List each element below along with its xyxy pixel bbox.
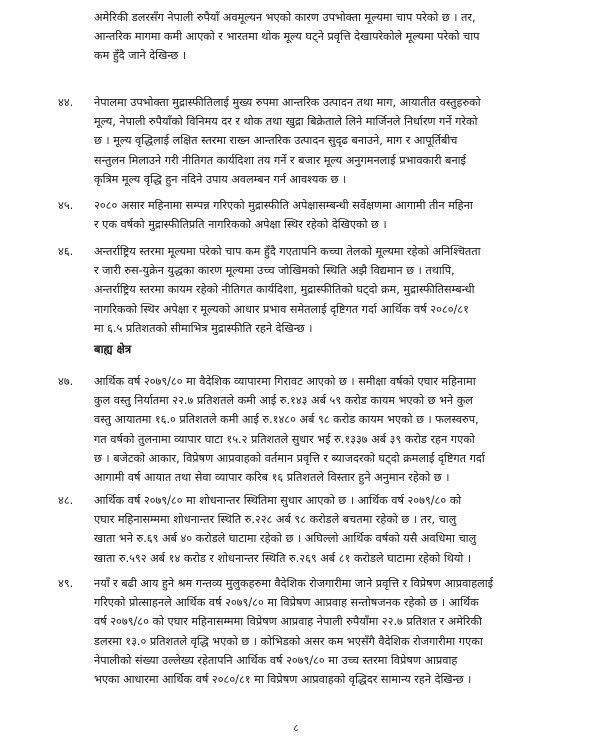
text-line: २०८० असार महिनामा सम्पन्न गरिएको मुद्रास्फीति अपेक्षासम्बन्धी सर्वेक्षणमा आगामी तीन महिना — [94, 199, 473, 212]
text-line: आगामी वर्ष आयात तथा सेवा व्यापार करिब १६ प्रतिशतले विस्तार हुने अनुमान रहेको छ । — [94, 471, 450, 485]
text-line: डलरमा १३.० प्रतिशतले वृद्धि भएको छ । कोभिडको असर कम भएसँगै वैदेशिक रोजगारीमा गएका — [94, 634, 483, 648]
text-line: मा ६.५ प्रतिशतको सीमाभित्र मुद्रास्फीति रहने देखिन्छ । — [94, 321, 313, 335]
text-line: भएका आधारमा आर्थिक वर्ष २०८०/८१ मा विप्रेषण आप्रवाहको वृद्धिदर सामान्य रहने देखिन्छ । — [94, 673, 472, 687]
intro-paragraph — [0, 8, 592, 66]
text-line: आर्थिक वर्ष २०७९/८० मा वैदेशिक व्यापारमा गिरावट आएको छ । समीक्षा वर्षको एघार महिनामा — [94, 375, 476, 388]
text-line: नेपालमा उपभोक्ता मुद्रास्फीतिलाई मुख्य रुपमा आन्तरिक उत्पादन तथा माग, आयातीत वस्तुहरुको — [94, 96, 481, 109]
text-line: अमेरिकी डलरसँग नेपाली रुपैयाँ अवमूल्यन भएको कारण उपभोक्ता मूल्यमा चाप परेको छ । तर, — [94, 11, 476, 24]
text-line: अन्तर्राष्ट्रिय स्तरमा मूल्यमा परेको चाप कम हुँदै गएतापनि कच्चा तेलको मूल्यमा रहेको अनिश्चितता — [94, 245, 481, 258]
text-line: नयाँ र बढी आय हुने श्रम गन्तव्य मुलुकहरुमा वैदेशिक रोजगारीमा जाने प्रवृत्ति र विप्रेषण आप्रवाहलाई — [94, 577, 494, 590]
text-line: छ । मूल्य वृद्धिलाई लक्षित स्तरमा राख्न आन्तरिक उत्पादन सुदृढ बनाउने, माग र आपूर्तिबीच — [94, 134, 458, 148]
page-number: ८ — [293, 723, 299, 734]
text-line: गरिएको प्रोत्साहनले आर्थिक वर्ष २०७९/८० मा विप्रेषण आप्रवाह सन्तोषजनक रहेको छ । आर्थिक — [94, 596, 479, 610]
text-line: नेपालीको संख्या उल्लेख्य रहेतापनि आर्थिक वर्ष २०७९/८० मा उच्च स्तरमा विप्रेषण आप्रवाह — [94, 653, 458, 667]
text-line: वर्ष २०७९/८० को एघार महिनासम्ममा विप्रेषण आप्रवाह नेपाली रुपैयाँमा २२.७ प्रतिशत र अमेरिकी — [94, 615, 482, 629]
text-line: र एक वर्षको मुद्रास्फीतिप्रति नागरिकको अपेक्षा स्थिर रहेको देखिएको छ । — [94, 218, 387, 232]
paragraph-49 — [0, 574, 592, 689]
paragraph-45 — [0, 196, 592, 234]
paragraph-number: ४८. — [58, 494, 74, 507]
paragraph-44 — [0, 93, 592, 189]
paragraph-number: ४७. — [58, 375, 74, 388]
paragraph-number: ४९. — [58, 577, 74, 590]
text-line: एघार महिनासम्ममा शोधनान्तर स्थिति रु.२२८ अर्ब ९८ करोडले बचतमा रहेको छ । तर, चालु — [94, 513, 457, 527]
text-line: खाता भने रु.६९ अर्ब ४० करोडले घाटामा रहेको छ । अघिल्लो आर्थिक वर्षको यसै अवधिमा चालु — [94, 532, 477, 546]
text-line: सन्तुलन मिलाउने गरी नीतिगत कार्यदिशा तय गर्ने र बजार मूल्य अनुगमनलाई प्रभावकारी बनाई — [94, 153, 467, 167]
text-line: वस्तु आयातमा १६.० प्रतिशतले कमी आई रु.१४८० अर्ब ९८ करोड कायम भएको छ । फलस्वरुप, — [94, 413, 479, 427]
text-line: अन्तर्राष्ट्रिय स्तरमा कायम रहेको नीतिगत कार्यदिशा, मुद्रास्फीतिको घट्दो क्रम, मुद्रास्फीतिसम्बन्धी — [94, 283, 475, 297]
text-line: छ । बजेटको आकार, विप्रेषण आप्रवाहको वर्तमान प्रवृत्ति र ब्याजदरको घट्दो क्रमलाई दृष्टिगत गर्दा — [94, 451, 485, 465]
text-line: मूल्य, नेपाली रुपैयाँको विनिमय दर र थोक तथा खुद्रा बिक्रेताले लिने मार्जिनले निर्धारण गर्ने गरेको — [94, 115, 478, 129]
paragraph-number: ४४. — [58, 96, 74, 109]
section-heading: बाह्य क्षेत्र — [94, 342, 132, 356]
paragraph-46 — [0, 242, 592, 338]
text-line: नागरिकको स्थिर अपेक्षा र मूल्यको आधार प्रभाव समेतलाई दृष्टिगत गर्दा आर्थिक वर्ष २०८०/८१ — [94, 302, 469, 316]
text-line: र जारी रुस-युक्रेन युद्धका कारण मूल्यमा उच्च जोखिमको स्थिति अझै विद्यमान छ । तथापि, — [94, 264, 455, 278]
text-line: कृत्रिम मूल्य वृद्धि हुन नदिने उपाय अवलम्बन गर्न आवश्यक छ । — [94, 172, 347, 186]
paragraph-number: ४५. — [58, 199, 74, 212]
text-line: खाता रु.५९२ अर्ब १४ करोड र शोधनान्तर स्थिति रु.२६९ अर्ब ८१ करोडले घाटामा रहेको थियो । — [94, 551, 472, 565]
text-line: कुल वस्तु निर्यातमा २२.७ प्रतिशतले कमी आई रु.१४३ अर्ब ५९ करोड कायम भएको छ भने कुल — [94, 394, 473, 408]
paragraph-48 — [0, 491, 592, 568]
text-line: गत वर्षको तुलनामा व्यापार घाटा १५.२ प्रतिशतले सुधार भई रु.१३३७ अर्ब ३९ करोड रहन गएको — [94, 432, 475, 446]
text-line: आन्तरिक मागमा कमी आएको र भारतमा थोक मूल्य घट्ने प्रवृत्ति देखापरेकोले मूल्यमा परेको चाप — [94, 30, 480, 44]
paragraph-47 — [0, 372, 592, 487]
text-line: कम हुँदै जाने देखिन्छ । — [94, 49, 187, 63]
text-line: आर्थिक वर्ष २०७९/८० मा शोधनान्तर स्थितिमा सुधार आएको छ । आर्थिक वर्ष २०७९/८० को — [94, 494, 462, 507]
paragraph-number: ४६. — [58, 245, 74, 258]
